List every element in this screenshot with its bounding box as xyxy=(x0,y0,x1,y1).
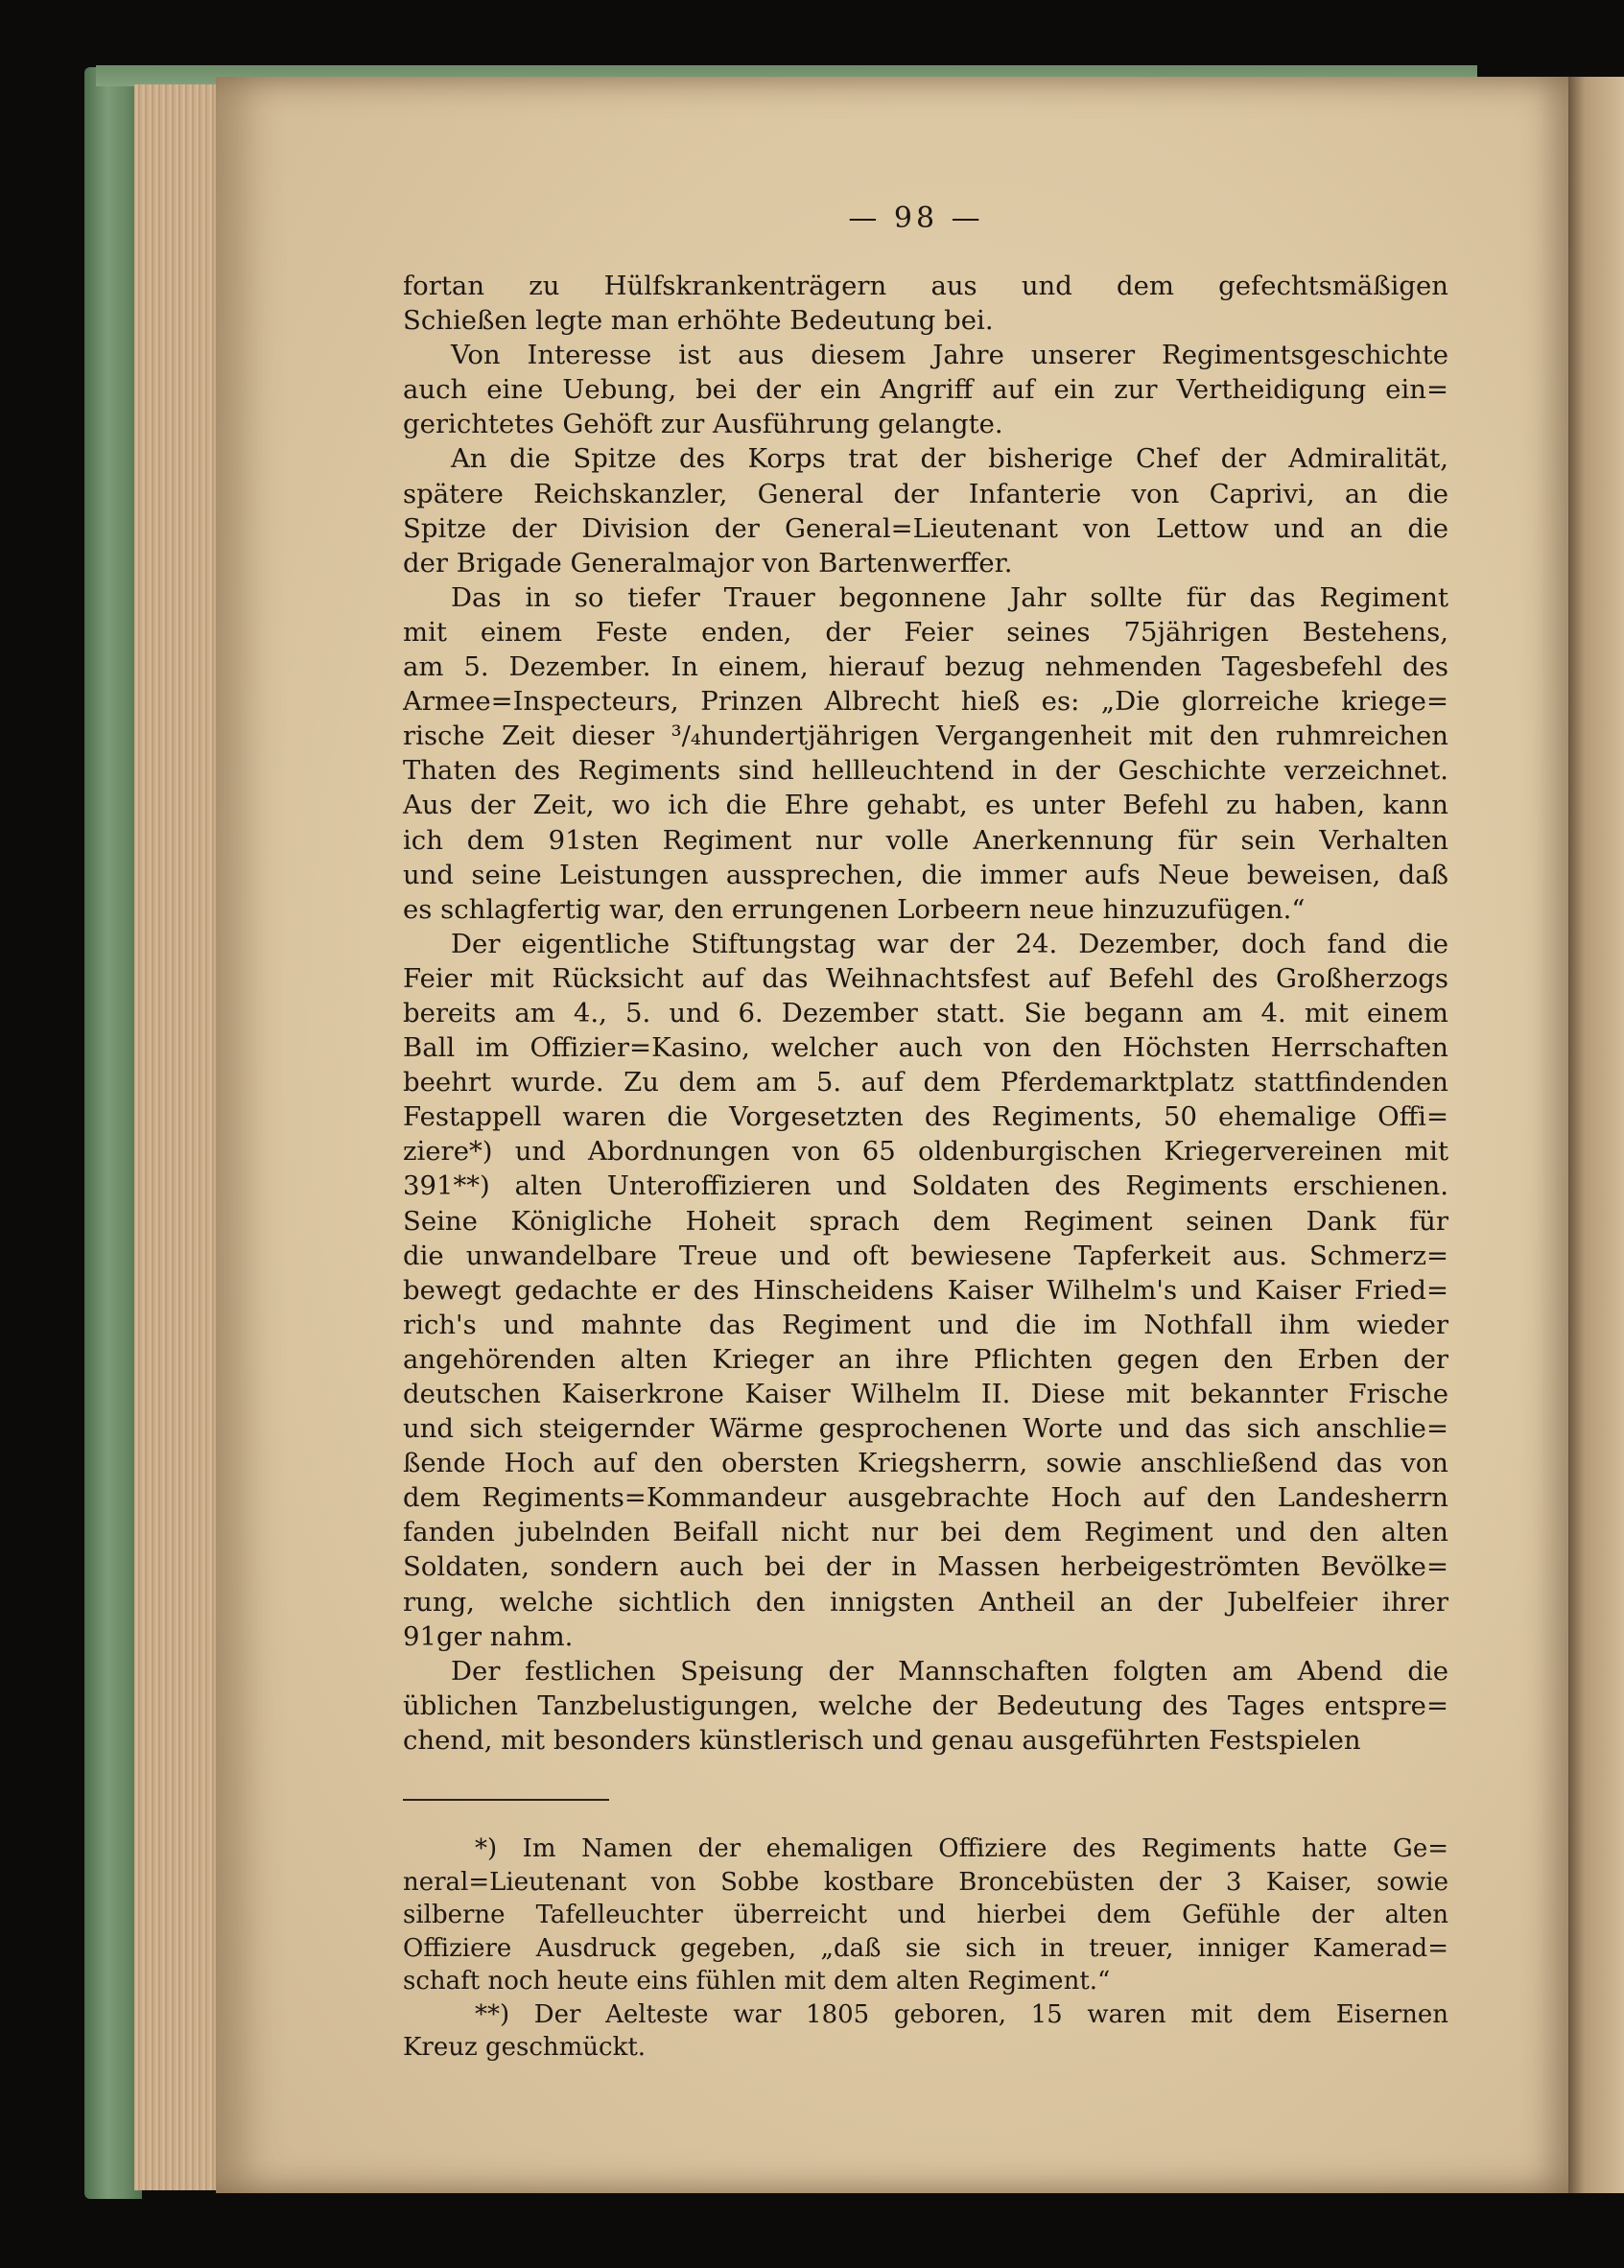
paragraph-line: Der eigentliche Stiftungstag war der 24. Dezember, doch fand die xyxy=(451,928,1448,959)
paragraph-line: ßende Hoch auf den obersten Kriegsherrn, sowie anschließend das von xyxy=(403,1448,1448,1479)
paragraph-line: die unwandelbare Treue und oft bewiesene Tapferkeit aus. Schmerz= xyxy=(403,1240,1448,1271)
paragraph-line: Von Interesse ist aus diesem Jahre unserer Regimentsgeschichte xyxy=(451,340,1448,371)
paragraph-line: Aus der Zeit, wo ich die Ehre gehabt, es unter Befehl zu haben, kann xyxy=(403,790,1448,821)
paragraph-line: rung, welche sichtlich den innigsten Antheil an der Jubelfeier ihrer xyxy=(403,1586,1448,1618)
paragraph-line: Seine Königliche Hoheit sprach dem Regiment seinen Dank für xyxy=(403,1205,1448,1237)
paragraph-line: Schießen legte man erhöhte Bedeutung bei. xyxy=(403,305,994,337)
paragraph-line: Soldaten, sondern auch bei der in Massen herbeigeströmten Bevölke= xyxy=(403,1551,1448,1583)
paragraph-line: rich's und mahnte das Regiment und die im Nothfall ihm wieder xyxy=(403,1309,1448,1340)
paragraph-line: Feier mit Rücksicht auf das Weihnachtsfest auf Befehl des Großherzogs xyxy=(403,962,1448,994)
paragraph-line: Spitze der Division der General=Lieutenant von Lettow und an die xyxy=(403,512,1448,544)
paragraph-line: gerichtetes Gehöft zur Ausführung gelangte. xyxy=(403,409,1003,440)
paragraph-line: und seine Leistungen aussprechen, die immer aufs Neue beweisen, daß xyxy=(403,859,1448,890)
footnote-line: Kreuz geschmückt. xyxy=(403,2033,647,2062)
paragraph-line: mit einem Feste enden, der Feier seines 75jährigen Bestehens, xyxy=(403,616,1448,648)
footnote-line: **) Der Aelteste war 1805 geboren, 15 waren mit dem Eisernen xyxy=(475,1999,1448,2029)
paragraph-line: am 5. Dezember. In einem, hierauf bezug nehmenden Tagesbefehl des xyxy=(403,651,1448,683)
paragraph-line: Thaten des Regiments sind hellleuchtend in der Geschichte verzeichnet. xyxy=(403,755,1448,787)
paragraph-line: bewegt gedachte er des Hinscheidens Kaiser Wilhelm's und Kaiser Fried= xyxy=(403,1274,1448,1306)
paragraph-line: 91ger nahm. xyxy=(403,1620,574,1652)
paragraph-line: Armee=Inspecteurs, Prinzen Albrecht hieß es: „Die glorreiche kriege= xyxy=(403,686,1448,718)
paragraph-line: beehrt wurde. Zu dem am 5. auf dem Pferdemarktplatz stattfindenden xyxy=(403,1067,1448,1099)
paragraph-line: spätere Reichskanzler, General der Infanterie von Caprivi, an die xyxy=(403,478,1448,509)
footnote-line: silberne Tafelleuchter überreicht und hierbei dem Gefühle der alten xyxy=(403,1901,1448,1929)
paragraph-line: chend, mit besonders künstlerisch und genau ausgeführten Festspielen xyxy=(403,1724,1361,1756)
footnote-line: neral=Lieutenant von Sobbe kostbare Broncebüsten der 3 Kaiser, sowie xyxy=(403,1867,1448,1897)
footnote-line: schaft noch heute eins fühlen mit dem alten Regiment.“ xyxy=(403,1967,1111,1996)
page-number: — 98 — xyxy=(848,201,984,235)
body-text xyxy=(403,269,1448,1758)
paragraph-line: Ball im Offizier=Kasino, welcher auch von den Höchsten Herrschaften xyxy=(403,1032,1448,1064)
paragraph-line: der Brigade Generalmajor von Bartenwerffer. xyxy=(403,547,1013,579)
paragraph-line: ziere*) und Abordnungen von 65 oldenburgischen Kriegervereinen mit xyxy=(403,1136,1448,1168)
paragraph-line: An die Spitze des Korps trat der bisherige Chef der Admiralität, xyxy=(451,443,1448,475)
paragraph-line: dem Regiments=Kommandeur ausgebrachte Hoch auf den Landesherrn xyxy=(403,1482,1448,1514)
paragraph-line: üblichen Tanzbelustigungen, welche der Bedeutung des Tages entspre= xyxy=(403,1689,1448,1721)
paragraph-line: bereits am 4., 5. und 6. Dezember statt. Sie begann am 4. mit einem xyxy=(403,997,1448,1028)
paragraph-line: Festappell waren die Vorgesetzten des Regiments, 50 ehemalige Offi= xyxy=(403,1101,1448,1133)
book-cover-edge xyxy=(84,67,142,2199)
footnote-line: Offiziere Ausdruck gegeben, „daß sie sich in treuer, inniger Kamerad= xyxy=(403,1933,1448,1963)
paragraph-line: auch eine Uebung, bei der ein Angriff auf ein zur Vertheidigung ein= xyxy=(403,374,1448,406)
footnotes xyxy=(403,1832,1448,2065)
paragraph-line: und sich steigernder Wärme gesprochenen Worte und das sich anschlie= xyxy=(403,1413,1448,1445)
footnote-separator xyxy=(403,1799,609,1801)
paragraph-line: fanden jubelnden Beifall nicht nur bei dem Regiment und den alten xyxy=(403,1517,1448,1548)
next-page-edge xyxy=(1568,77,1624,2193)
paragraph-line: fortan zu Hülfskrankenträgern aus und dem gefechtsmäßigen xyxy=(403,271,1448,301)
paragraph-line: rische Zeit dieser ³/₄hundertjährigen Vergangenheit mit den ruhmreichen xyxy=(403,721,1448,752)
paragraph-line: es schlagfertig war, den errungenen Lorbeern neue hinzuzufügen.“ xyxy=(403,893,1306,925)
footnote-line: *) Im Namen der ehemaligen Offiziere des Regiments hatte Ge= xyxy=(475,1834,1448,1863)
paragraph-line: deutschen Kaiserkrone Kaiser Wilhelm II. Diese mit bekannter Frische xyxy=(403,1379,1448,1409)
paragraph-line: Das in so tiefer Trauer begonnene Jahr sollte für das Regiment xyxy=(451,581,1448,613)
paragraph-line: angehörenden alten Krieger an ihre Pflichten gegen den Erben der xyxy=(403,1343,1448,1375)
paragraph-line: 391**) alten Unteroffizieren und Soldaten des Regiments erschienen. xyxy=(403,1170,1448,1202)
paragraph-line: Der festlichen Speisung der Mannschaften folgten am Abend die xyxy=(451,1655,1448,1687)
paragraph-line: ich dem 91sten Regiment nur volle Anerkennung für sein Verhalten xyxy=(403,824,1448,856)
